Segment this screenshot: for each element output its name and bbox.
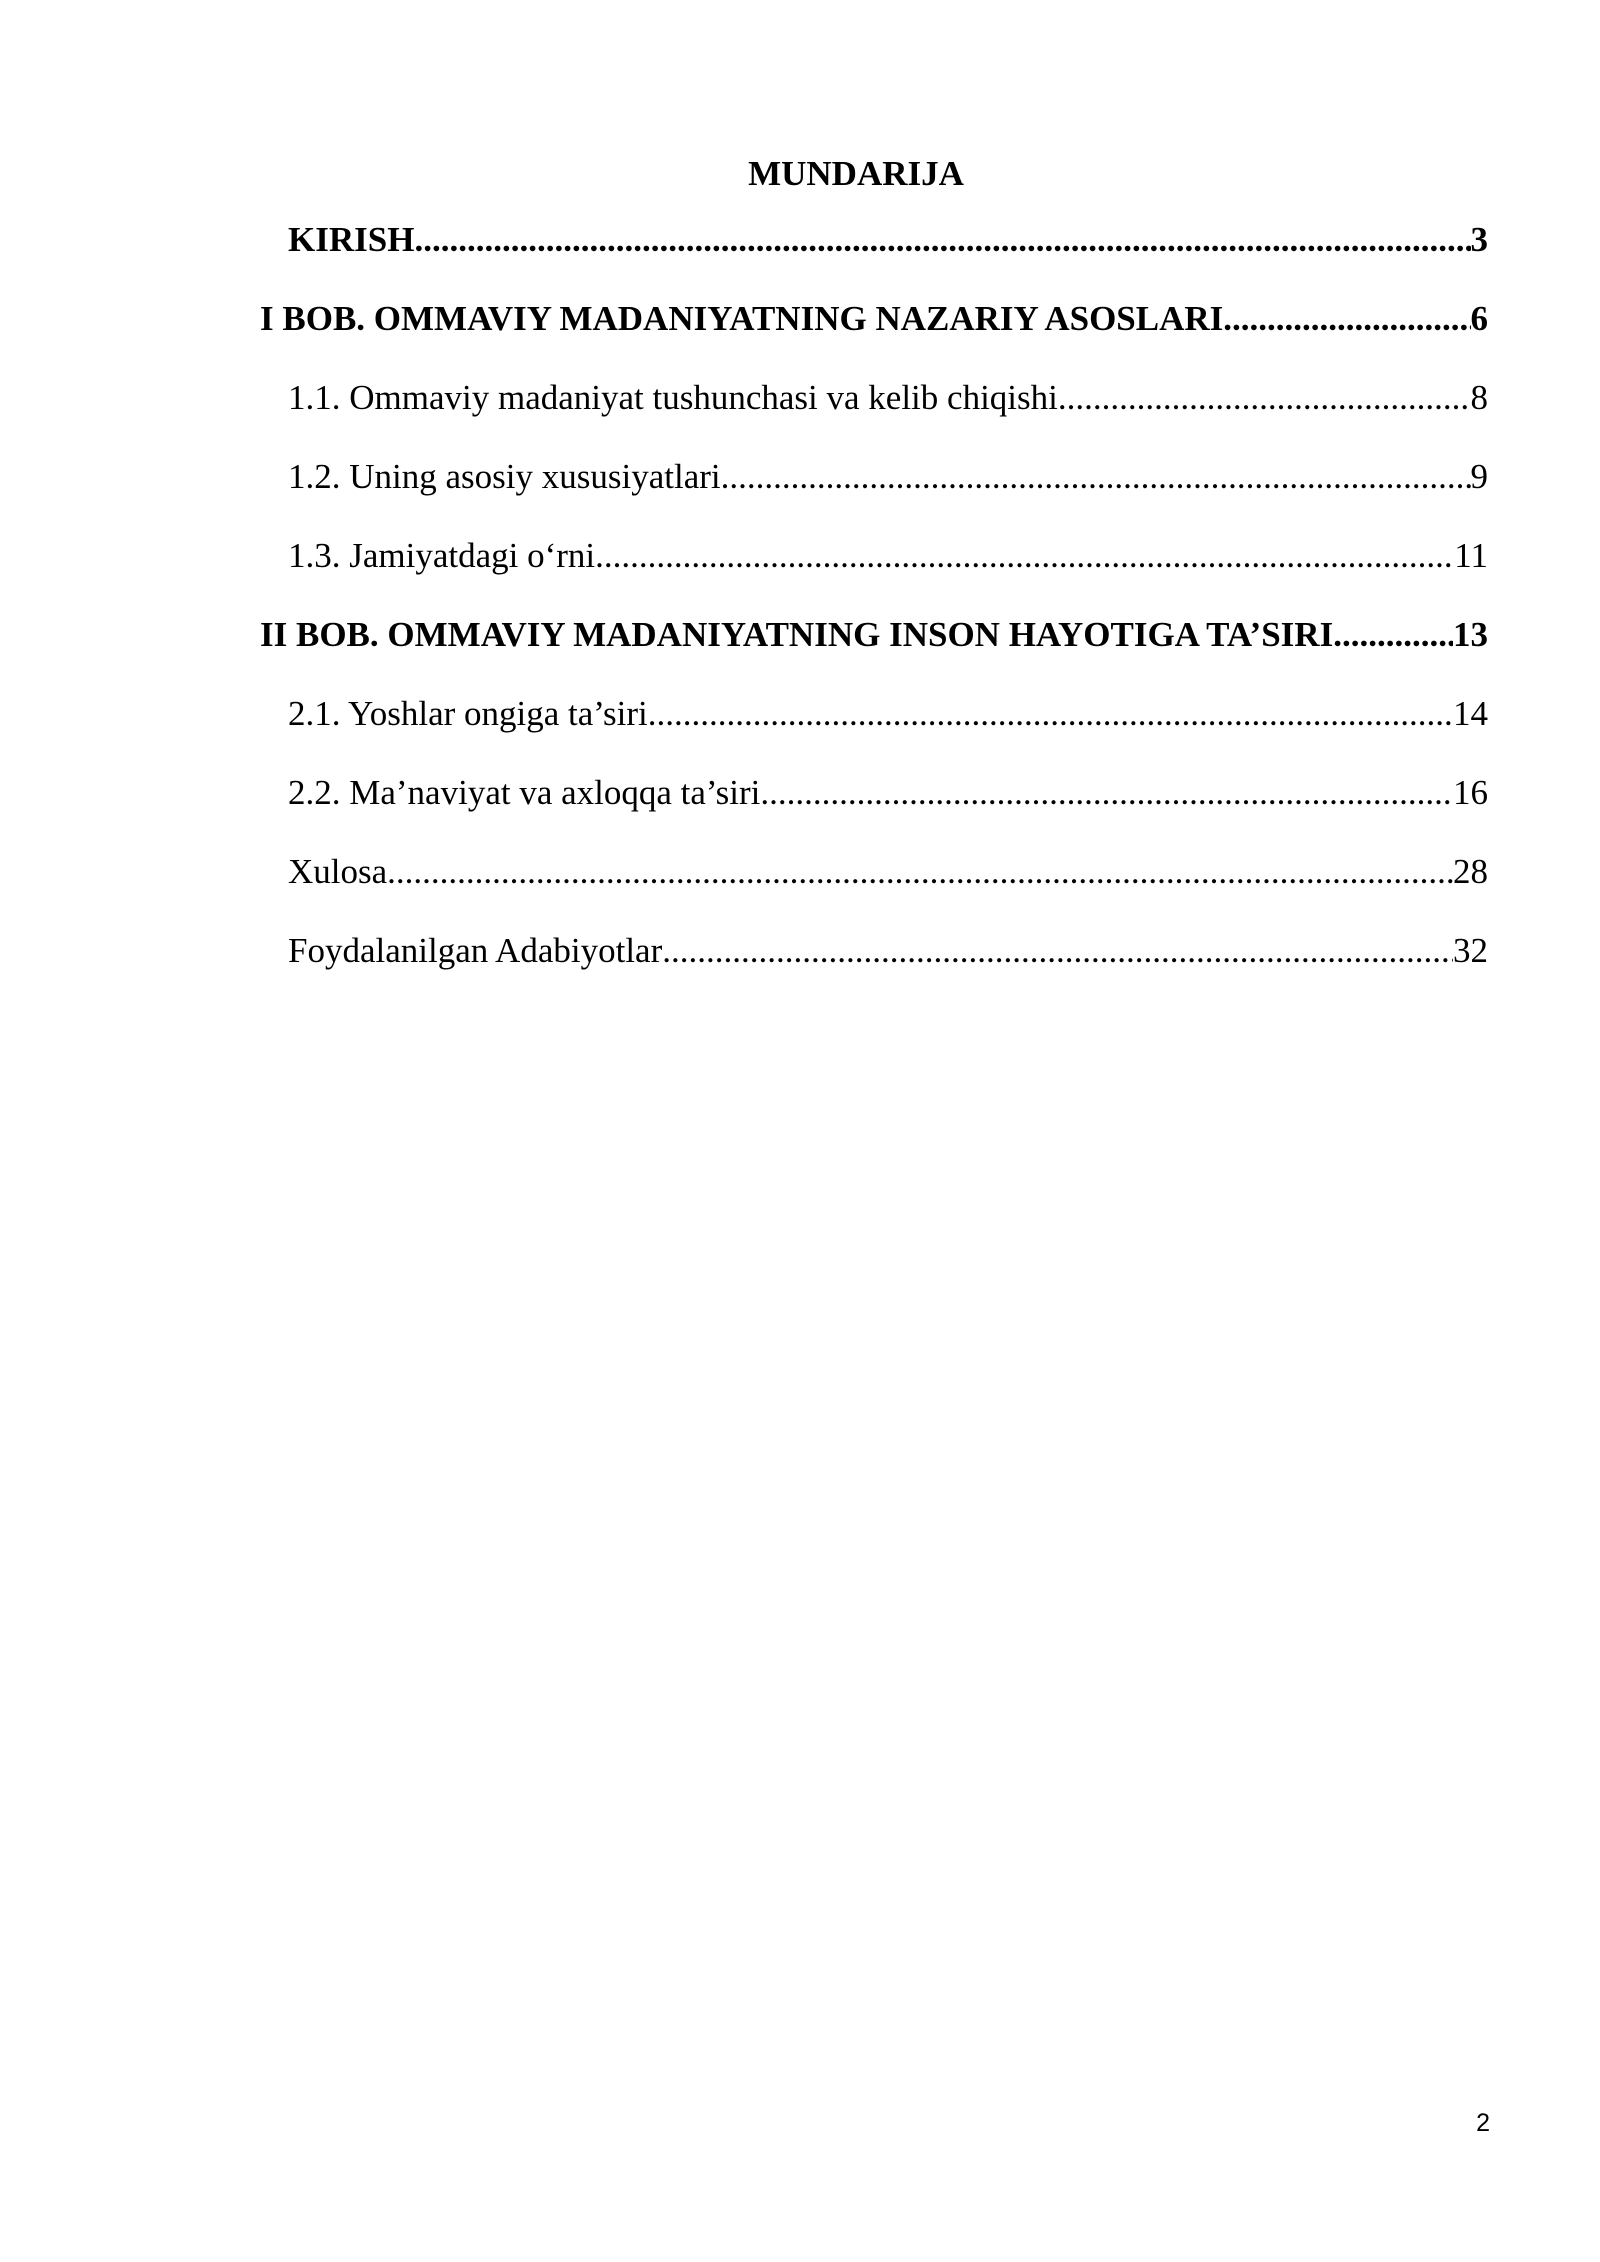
toc-entry-bibliography[interactable] [288,929,1488,973]
toc-entry-label: 1.3. Jamiyatdagi o‘rni [288,536,596,575]
toc-entry-section-2-1[interactable] [288,692,1488,736]
toc-entry-label: Foydalanilgan Adabiyotlar [288,931,663,970]
toc-entry-page: 9 [1470,457,1488,496]
toc-dot-leader [721,455,1471,499]
toc-title: MUNDARIJA [748,154,964,193]
toc-entry-page: 16 [1453,773,1488,812]
toc-dot-leader [648,692,1453,736]
toc-entry-section-1-1[interactable] [288,376,1488,420]
toc-entry-page: 8 [1470,378,1488,417]
toc-entry-page: 28 [1453,852,1488,891]
page-number: 2 [1476,2109,1490,2137]
toc-entry-kirish[interactable] [288,218,1488,262]
toc-entry-chapter-2[interactable] [260,613,1488,657]
toc-entry-chapter-1[interactable] [260,297,1488,341]
toc-entry-page: 32 [1453,931,1488,970]
toc-dot-leader [595,534,1454,578]
toc-entry-label: KIRISH [288,220,415,259]
toc-entry-page: 6 [1470,299,1488,338]
toc-entry-label: II BOB. OMMAVIY MADANIYATNING INSON HAYOTIGA TA’SIRI [260,615,1334,654]
toc-entry-label: 2.2. Ma’naviyat va axloqqa ta’siri [288,773,761,812]
toc-dot-leader [414,218,1470,262]
toc-dot-leader [387,850,1453,894]
toc-entry-label: Xulosa [288,852,388,891]
toc-dot-leader [662,929,1453,973]
toc-entry-section-1-2[interactable] [288,455,1488,499]
toc-entry-label: I BOB. OMMAVIY MADANIYATNING NAZARIY ASOSLARI [260,299,1224,338]
toc-entry-label: 1.1. Ommaviy madaniyat tushunchasi va kelib chiqishi [288,378,1058,417]
toc-dot-leader [760,771,1453,815]
toc-entry-section-1-3[interactable] [288,534,1488,578]
toc-entry-section-2-2[interactable] [288,771,1488,815]
toc-entry-page: 3 [1470,220,1488,259]
toc-entry-page: 11 [1454,536,1488,575]
toc-dot-leader [1058,376,1471,420]
toc-entry-page: 14 [1453,694,1488,733]
toc-dot-leader [1223,297,1470,341]
toc-entry-page: 13 [1453,615,1488,654]
toc-entry-label: 2.1. Yoshlar ongiga ta’siri [288,694,648,733]
toc-dot-leader [1333,613,1453,657]
toc-entry-xulosa[interactable] [288,850,1488,894]
toc-entry-label: 1.2. Uning asosiy xususiyatlari [288,457,721,496]
